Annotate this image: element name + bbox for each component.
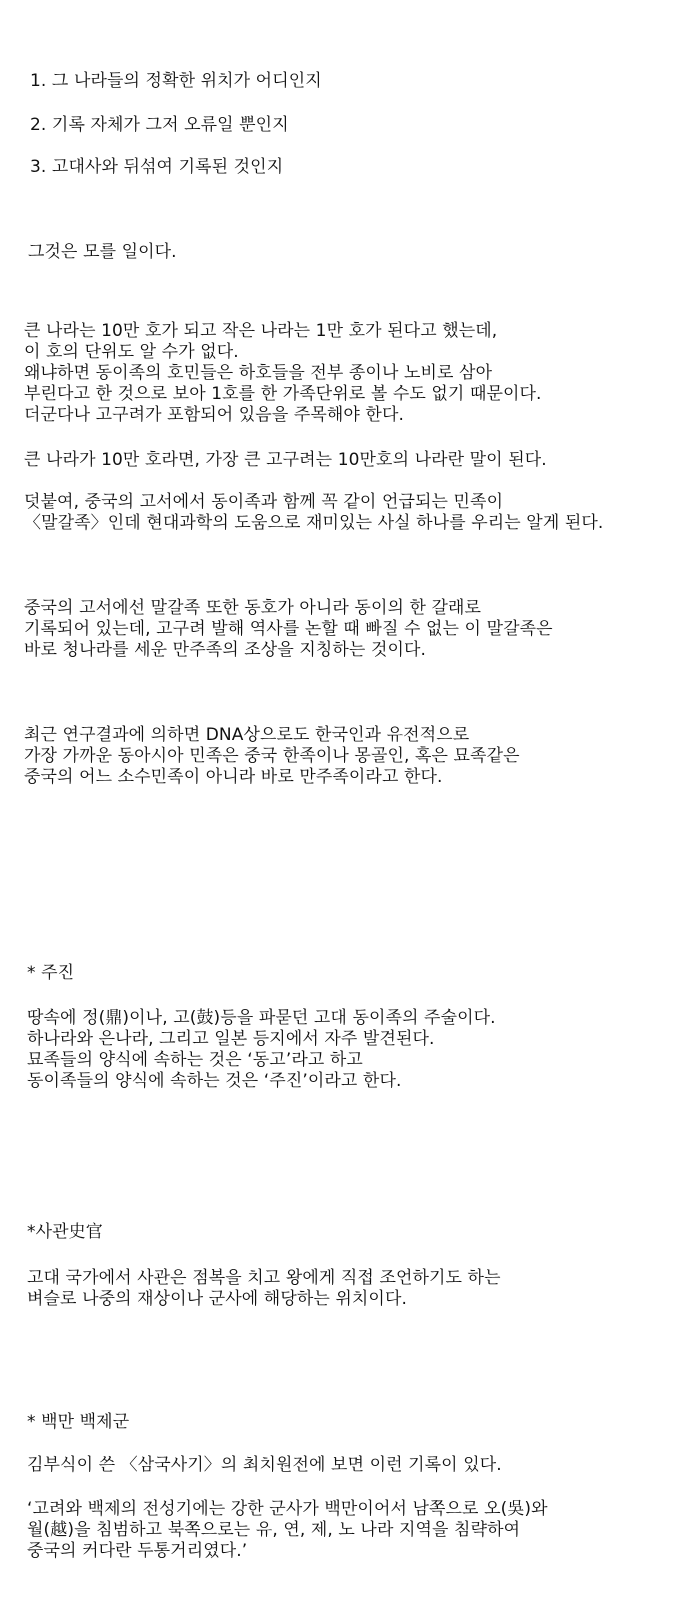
note-baekman-quote-line-3: 중국의 커다란 두통거리였다.’ bbox=[27, 1541, 248, 1561]
note-jujin-line-1: 땅속에 정(鼎)이나, 고(鼓)등을 파묻던 고대 동이족의 주술이다. bbox=[27, 1008, 496, 1028]
para2-line-1: 큰 나라가 10만 호라면, 가장 큰 고구려는 10만호의 나라란 말이 된다. bbox=[24, 450, 547, 470]
note-jujin-line-4: 동이족들의 양식에 속하는 것은 ‘주진’이라고 한다. bbox=[27, 1071, 402, 1091]
para1-line-2: 이 호의 단위도 알 수가 없다. bbox=[24, 342, 239, 362]
para5-line-3: 중국의 어느 소수민족이 아니라 바로 만주족이라고 한다. bbox=[24, 767, 443, 787]
note-sagwan-line-2: 벼슬로 나중의 재상이나 군사에 해당하는 위치이다. bbox=[27, 1289, 407, 1309]
para5-line-2: 가장 가까운 동아시아 민족은 중국 한족이나 몽골인, 혹은 묘족같은 bbox=[24, 746, 520, 766]
note-baekman-title: * 백만 백제군 bbox=[27, 1412, 130, 1432]
note-jujin-line-3: 묘족들의 양식에 속하는 것은 ‘동고’라고 하고 bbox=[27, 1050, 363, 1070]
para4-line-2: 기록되어 있는데, 고구려 발해 역사를 논할 때 빠질 수 없는 이 말갈족은 bbox=[24, 619, 553, 639]
note-baekman-intro: 김부식이 쓴 〈삼국사기〉의 최치원전에 보면 이런 기록이 있다. bbox=[27, 1455, 502, 1475]
para4-line-3: 바로 청나라를 세운 만주족의 조상을 지칭하는 것이다. bbox=[24, 640, 427, 660]
list-item-1: 1. 그 나라들의 정확한 위치가 어디인지 bbox=[30, 71, 322, 91]
note-baekman-quote-line-1: ‘고려와 백제의 전성기에는 강한 군사가 백만이어서 남쪽으로 오(吳)와 bbox=[27, 1499, 548, 1519]
list-item-2: 2. 기록 자체가 그저 오류일 뿐인지 bbox=[30, 115, 289, 135]
para4-line-1: 중국의 고서에선 말갈족 또한 동호가 아니라 동이의 한 갈래로 bbox=[24, 598, 482, 618]
para1-line-5: 더군다나 고구려가 포함되어 있음을 주목해야 한다. bbox=[24, 405, 404, 425]
note-jujin-title: * 주진 bbox=[27, 963, 75, 983]
note-jujin-line-2: 하나라와 은나라, 그리고 일본 등지에서 자주 발견된다. bbox=[27, 1029, 435, 1049]
para3-line-2: 〈말갈족〉인데 현대과학의 도움으로 재미있는 사실 하나를 우리는 알게 된다. bbox=[24, 513, 604, 533]
para3-line-1: 덧붙여, 중국의 고서에서 동이족과 함께 꼭 같이 언급되는 민족이 bbox=[24, 492, 504, 512]
para1-line-1: 큰 나라는 10만 호가 되고 작은 나라는 1만 호가 된다고 했는데, bbox=[24, 321, 498, 341]
note-baekman-quote-line-2: 월(越)을 침범하고 북쪽으로는 유, 연, 제, 노 나라 지역을 침략하여 bbox=[27, 1520, 521, 1540]
list-item-3: 3. 고대사와 뒤섞여 기록된 것인지 bbox=[30, 157, 284, 177]
note-sagwan-title: *사관史官 bbox=[27, 1222, 103, 1242]
para1-line-4: 부린다고 한 것으로 보아 1호를 한 가족단위로 볼 수도 없기 때문이다. bbox=[24, 384, 542, 404]
para1-line-3: 왜냐하면 동이족의 호민들은 하호들을 전부 종이나 노비로 삼아 bbox=[24, 363, 493, 383]
statement-unknown: 그것은 모를 일이다. bbox=[28, 242, 177, 262]
note-sagwan-line-1: 고대 국가에서 사관은 점복을 치고 왕에게 직접 조언하기도 하는 bbox=[27, 1268, 501, 1288]
para5-line-1: 최근 연구결과에 의하면 DNA상으로도 한국인과 유전적으로 bbox=[24, 725, 470, 745]
